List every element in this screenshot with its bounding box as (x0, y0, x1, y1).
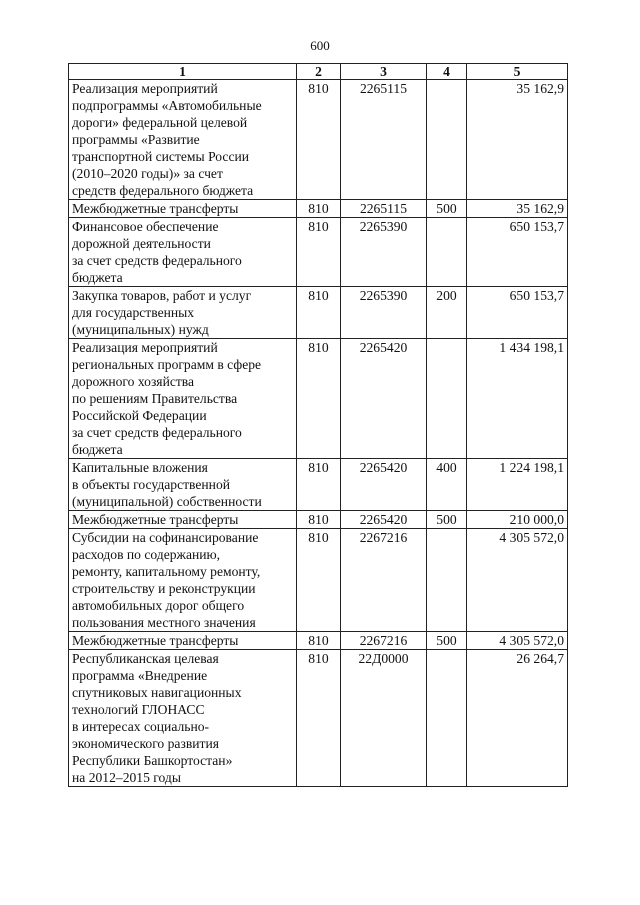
row-target-code-cell: 2265390 (341, 218, 427, 287)
table-row (69, 80, 568, 200)
page-number: 600 (310, 38, 330, 53)
row-name-cell: Межбюджетные трансферты (69, 632, 297, 650)
row-ministry-code-cell: 810 (297, 200, 341, 218)
row-expense-type-cell (427, 339, 467, 459)
header-cell: 2 (297, 64, 341, 80)
row-expense-type-cell (427, 218, 467, 287)
row-ministry-code-cell: 810 (297, 529, 341, 632)
table-row (69, 287, 568, 339)
row-target-code-cell: 22Д0000 (341, 650, 427, 787)
row-ministry-code-cell: 810 (297, 459, 341, 511)
row-amount-cell: 26 264,7 (467, 650, 568, 787)
row-target-code-cell: 2265420 (341, 511, 427, 529)
row-name-cell: Республиканская целевая программа «Внедрение спутниковых навигационных технологий ГЛОНАСС в интересах социально- экономического развития Республики Башкортостан» на 2012–2015 годы (69, 650, 297, 787)
table-row (69, 529, 568, 632)
row-target-code-cell: 2265420 (341, 459, 427, 511)
row-expense-type-cell: 500 (427, 511, 467, 529)
row-name-cell: Реализация мероприятий подпрограммы «Автомобильные дороги» федеральной целевой программы «Развитие транспортной системы России (2010–2020 годы)» за счет средств федерального бюджета (69, 80, 297, 200)
row-ministry-code-cell: 810 (297, 218, 341, 287)
table-row (69, 459, 568, 511)
table-row (69, 218, 568, 287)
row-amount-cell: 1 224 198,1 (467, 459, 568, 511)
row-amount-cell: 4 305 572,0 (467, 529, 568, 632)
row-ministry-code-cell: 810 (297, 650, 341, 787)
row-ministry-code-cell: 810 (297, 511, 341, 529)
row-target-code-cell: 2267216 (341, 632, 427, 650)
row-name-cell: Межбюджетные трансферты (69, 200, 297, 218)
header-cell: 3 (341, 64, 427, 80)
row-amount-cell: 650 153,7 (467, 287, 568, 339)
row-expense-type-cell (427, 650, 467, 787)
header-row (69, 64, 568, 80)
row-amount-cell: 4 305 572,0 (467, 632, 568, 650)
row-ministry-code-cell: 810 (297, 632, 341, 650)
row-name-cell: Межбюджетные трансферты (69, 511, 297, 529)
row-name-cell: Финансовое обеспечение дорожной деятельности за счет средств федерального бюджета (69, 218, 297, 287)
row-amount-cell: 1 434 198,1 (467, 339, 568, 459)
row-ministry-code-cell: 810 (297, 80, 341, 200)
table-row (69, 200, 568, 218)
row-amount-cell: 35 162,9 (467, 80, 568, 200)
table-row (69, 650, 568, 787)
row-expense-type-cell (427, 80, 467, 200)
row-target-code-cell: 2265390 (341, 287, 427, 339)
row-ministry-code-cell: 810 (297, 287, 341, 339)
row-amount-cell: 210 000,0 (467, 511, 568, 529)
row-target-code-cell: 2265115 (341, 80, 427, 200)
row-name-cell: Закупка товаров, работ и услуг для государственных (муниципальных) нужд (69, 287, 297, 339)
row-expense-type-cell (427, 529, 467, 632)
row-expense-type-cell: 500 (427, 200, 467, 218)
row-target-code-cell: 2265115 (341, 200, 427, 218)
row-expense-type-cell: 400 (427, 459, 467, 511)
table-row (69, 339, 568, 459)
row-target-code-cell: 2267216 (341, 529, 427, 632)
table-row (69, 511, 568, 529)
row-name-cell: Реализация мероприятий региональных программ в сфере дорожного хозяйства по решениям Правительства Российской Федерации за счет средств федерального бюджета (69, 339, 297, 459)
row-name-cell: Субсидии на софинансирование расходов по содержанию, ремонту, капитальному ремонту, строительству и реконструкции автомобильных дорог общего пользования местного значения (69, 529, 297, 632)
row-amount-cell: 650 153,7 (467, 218, 568, 287)
budget-table (68, 63, 568, 787)
row-amount-cell: 35 162,9 (467, 200, 568, 218)
header-cell: 1 (69, 64, 297, 80)
table-row (69, 632, 568, 650)
row-target-code-cell: 2265420 (341, 339, 427, 459)
row-name-cell: Капитальные вложения в объекты государственной (муниципальной) собственности (69, 459, 297, 511)
row-expense-type-cell: 200 (427, 287, 467, 339)
header-cell: 4 (427, 64, 467, 80)
row-ministry-code-cell: 810 (297, 339, 341, 459)
row-expense-type-cell: 500 (427, 632, 467, 650)
header-cell: 5 (467, 64, 568, 80)
